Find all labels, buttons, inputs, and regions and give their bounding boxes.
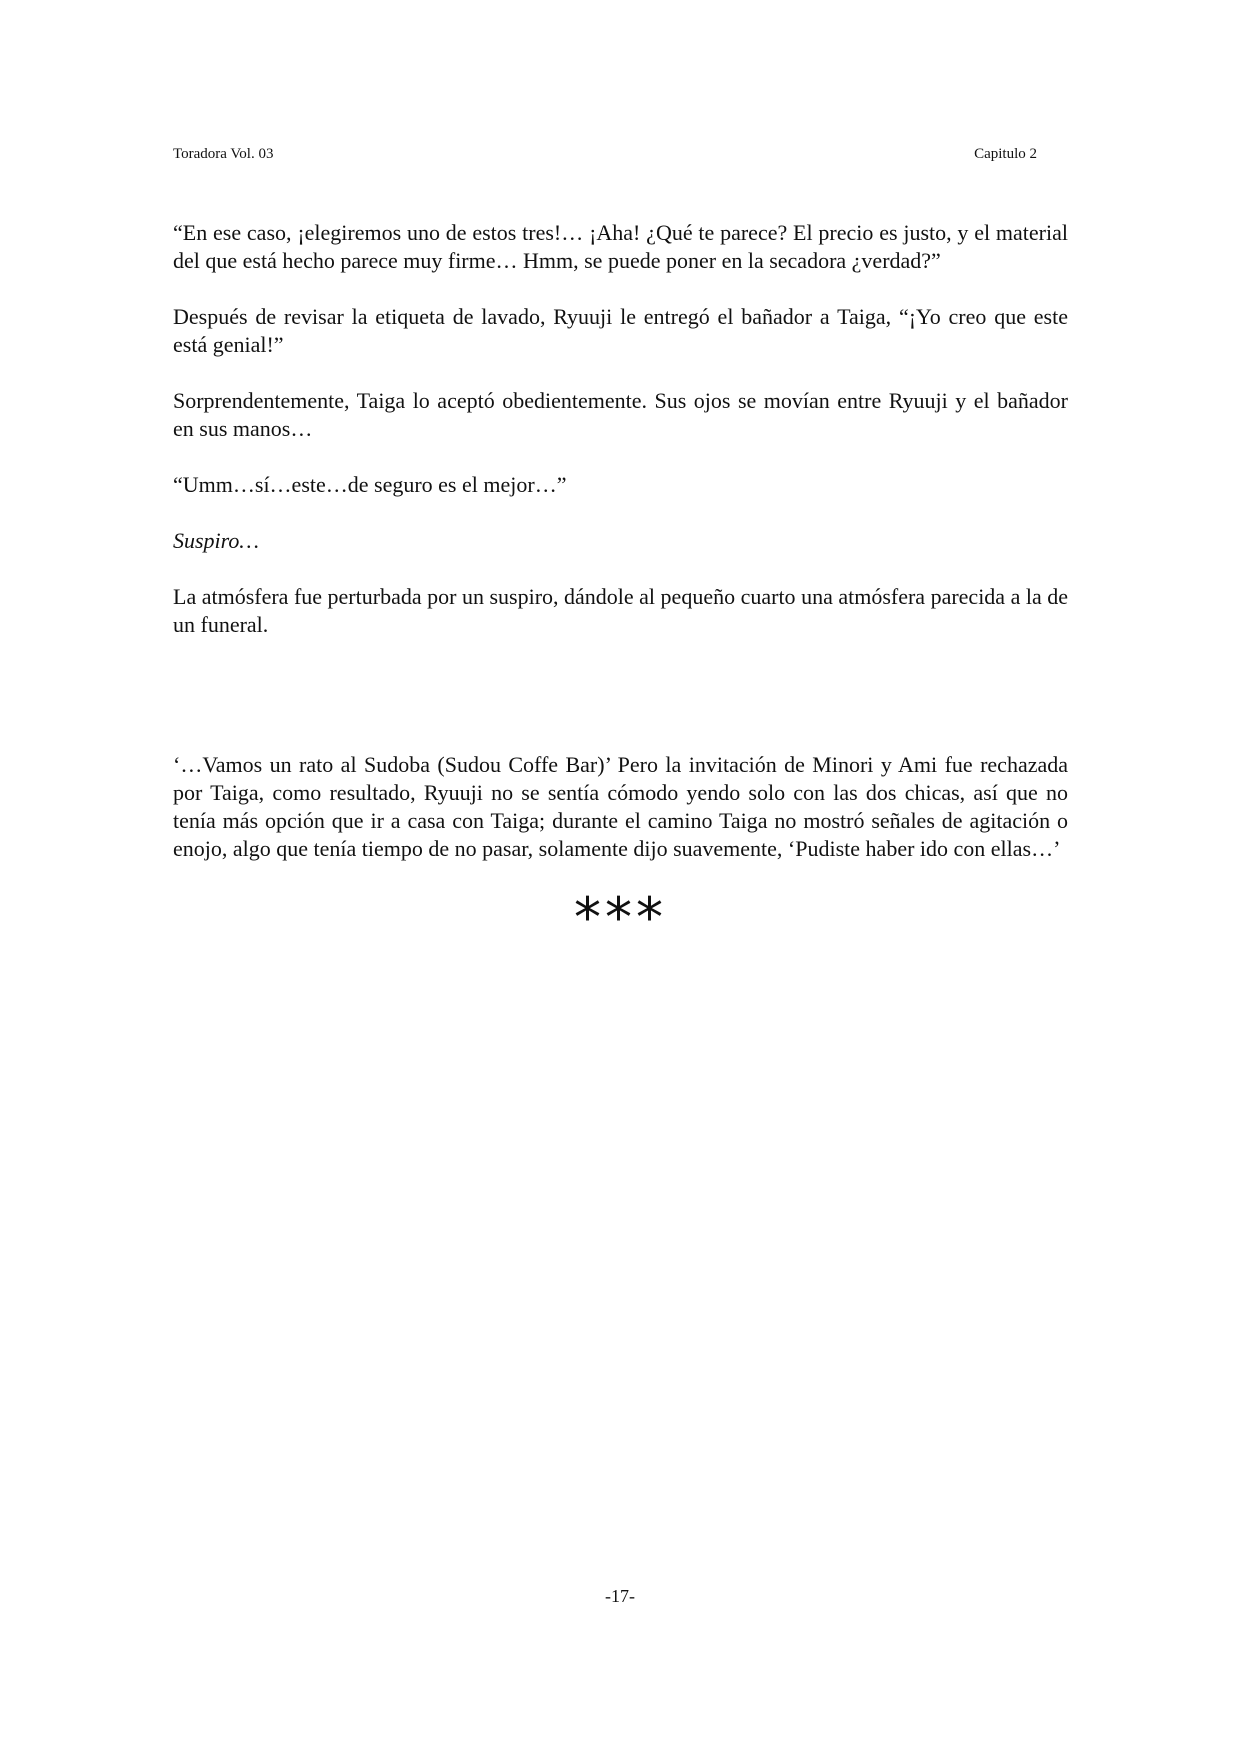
header-book-title: Toradora Vol. 03 (173, 146, 274, 162)
paragraph-3: Sorprendentemente, Taiga lo aceptó obedientemente. Sus ojos se movían entre Ryuuji y el bañador en sus manos… (173, 388, 1068, 441)
section-gap (173, 667, 1068, 751)
scene-separator: *** (574, 886, 667, 949)
paragraph-5: Suspiro… (173, 528, 259, 553)
page-header (173, 146, 1037, 163)
header-chapter: Capitulo 2 (974, 146, 1037, 162)
page-number: -17- (605, 1586, 635, 1606)
paragraph-4: “Umm…sí…este…de seguro es el mejor…” (173, 472, 567, 497)
page-body (173, 219, 1068, 949)
paragraph-6: La atmósfera fue perturbada por un suspiro, dándole al pequeño cuarto una atmósfera parecida a la de un funeral. (173, 584, 1068, 637)
paragraph-2: Después de revisar la etiqueta de lavado, Ryuuji le entregó el bañador a Taiga, “¡Yo creo que este está genial!” (173, 304, 1068, 357)
paragraph-7: ‘…Vamos un rato al Sudoba (Sudou Coffe Bar)’ Pero la invitación de Minori y Ami fue rechazada por Taiga, como resultado, Ryuuji no se sentía cómodo yendo solo con las dos chicas, así que no tenía más opción que ir a casa con Taiga; durante el camino Taiga no mostró señales de agitación o enojo, algo que tenía tiempo de no pasar, solamente dijo suavemente, ‘Pudiste haber ido con ellas…’ (173, 752, 1068, 861)
paragraph-1: “En ese caso, ¡elegiremos uno de estos tres!… ¡Aha! ¿Qué te parece? El precio es justo, y el material del que está hecho parece muy firme… Hmm, se puede poner en la secadora ¿verdad?” (173, 220, 1068, 273)
